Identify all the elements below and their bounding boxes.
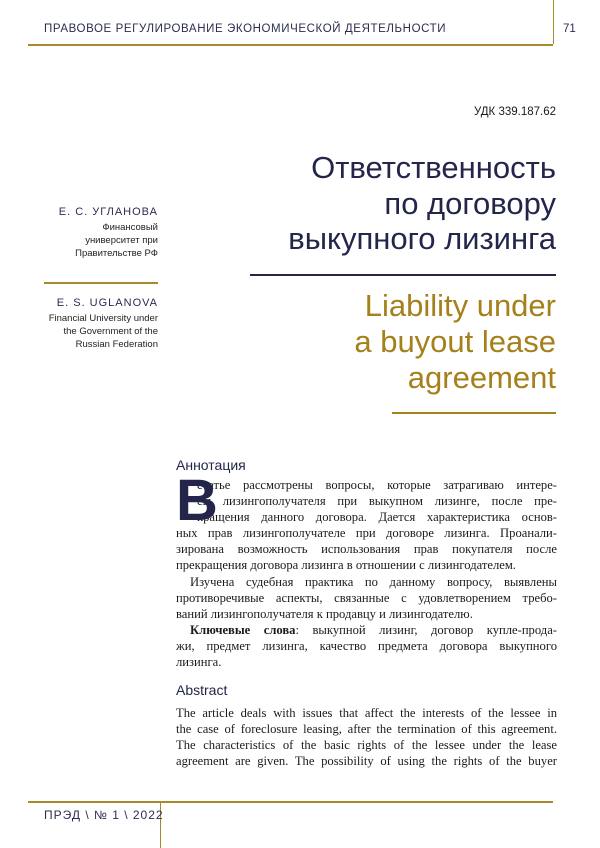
title-en-line: a buyout lease [354,324,556,359]
title-divider [250,274,556,276]
title-ru-line: выкупного лизинга [288,221,556,256]
affiliation-en-line: Financial University under [48,313,158,324]
author-english [0,297,158,351]
abstract-line: agreement are given. The possibility of using the rights of the buyer [176,754,557,769]
abstract-line: The characteristics of the basic rights of the lessee under the lease [176,738,557,753]
affiliation-ru-line: Правительстве РФ [75,248,158,259]
author-russian [0,206,158,260]
abstract-line: the case of foreclosure leasing, after the termination of this agreement. [176,722,557,737]
title-ru-line: Ответственность [311,150,556,185]
title-en-divider [392,412,556,414]
annotation-line: зирована возможность использования прав покупателя после [176,542,557,557]
affiliation-en-line: Russian Federation [75,339,158,350]
title-en-line: agreement [407,360,556,395]
keywords-label: Ключевые слова [190,622,296,637]
abstract-line: The article deals with issues that affect the interests of the lessee in [176,706,557,720]
title-en-line: Liability under [364,288,556,323]
footer-rule [28,801,553,803]
title-english [236,288,556,396]
annotation-body [176,468,557,670]
annotation-line: ваний лизингополучателя к продавцу и лизингодателю. [176,606,473,621]
abstract-body [176,705,557,769]
author-name-ru: Е. С. УГЛАНОВА [58,206,158,218]
annotation-line: противоречивые аспекты, связанные с удовлетворением требо- [176,590,557,605]
annotation-line: кращения данного договора. Дается характеристика основ- [197,510,557,525]
page-number: 71 [563,23,576,35]
keywords-text: : выкупной лизинг, договор купле-прода- [295,622,557,637]
title-russian [236,150,556,257]
annotation-line: прекращения договора лизинга в отношении с лизингодателем. [176,558,516,573]
annotation-line: Изучена судебная практика по данному вопросу, выявлены [190,574,557,589]
affiliation-ru-line: университет при [85,235,158,246]
annotation-line: ных прав лизингополучателе при договоре лизинга. Проанали- [176,526,557,541]
author-divider [44,282,158,284]
footer-journal-issue: ПРЭД \ № 1 \ 2022 [44,808,164,822]
udc-code: УДК 339.187.62 [473,106,556,118]
header-rule [28,44,553,46]
annotation-line: сы лизингополучателя при выкупном лизинге, после пре- [197,494,557,509]
header-separator [553,0,554,44]
journal-section-title: ПРАВОВОЕ РЕГУЛИРОВАНИЕ ЭКОНОМИЧЕСКОЙ ДЕЯТЕЛЬНОСТИ [44,23,447,35]
keywords-line: жи, предмет лизинга, качество предмета договора выкупного [176,638,557,653]
annotation-line: статье рассмотрены вопросы, которые затрагиваю интере- [197,478,557,492]
drop-cap: В [176,468,218,533]
keywords-line [176,622,557,638]
keywords-line: лизинга. [176,655,222,670]
author-name-en: E. S. UGLANOVA [56,297,158,309]
affiliation-ru-line: Финансовый [102,222,158,233]
title-ru-line: по договору [384,185,556,221]
abstract-heading: Abstract [176,682,228,698]
affiliation-en-line: the Government of the [63,326,158,337]
annotation-heading: Аннотация [176,457,246,473]
